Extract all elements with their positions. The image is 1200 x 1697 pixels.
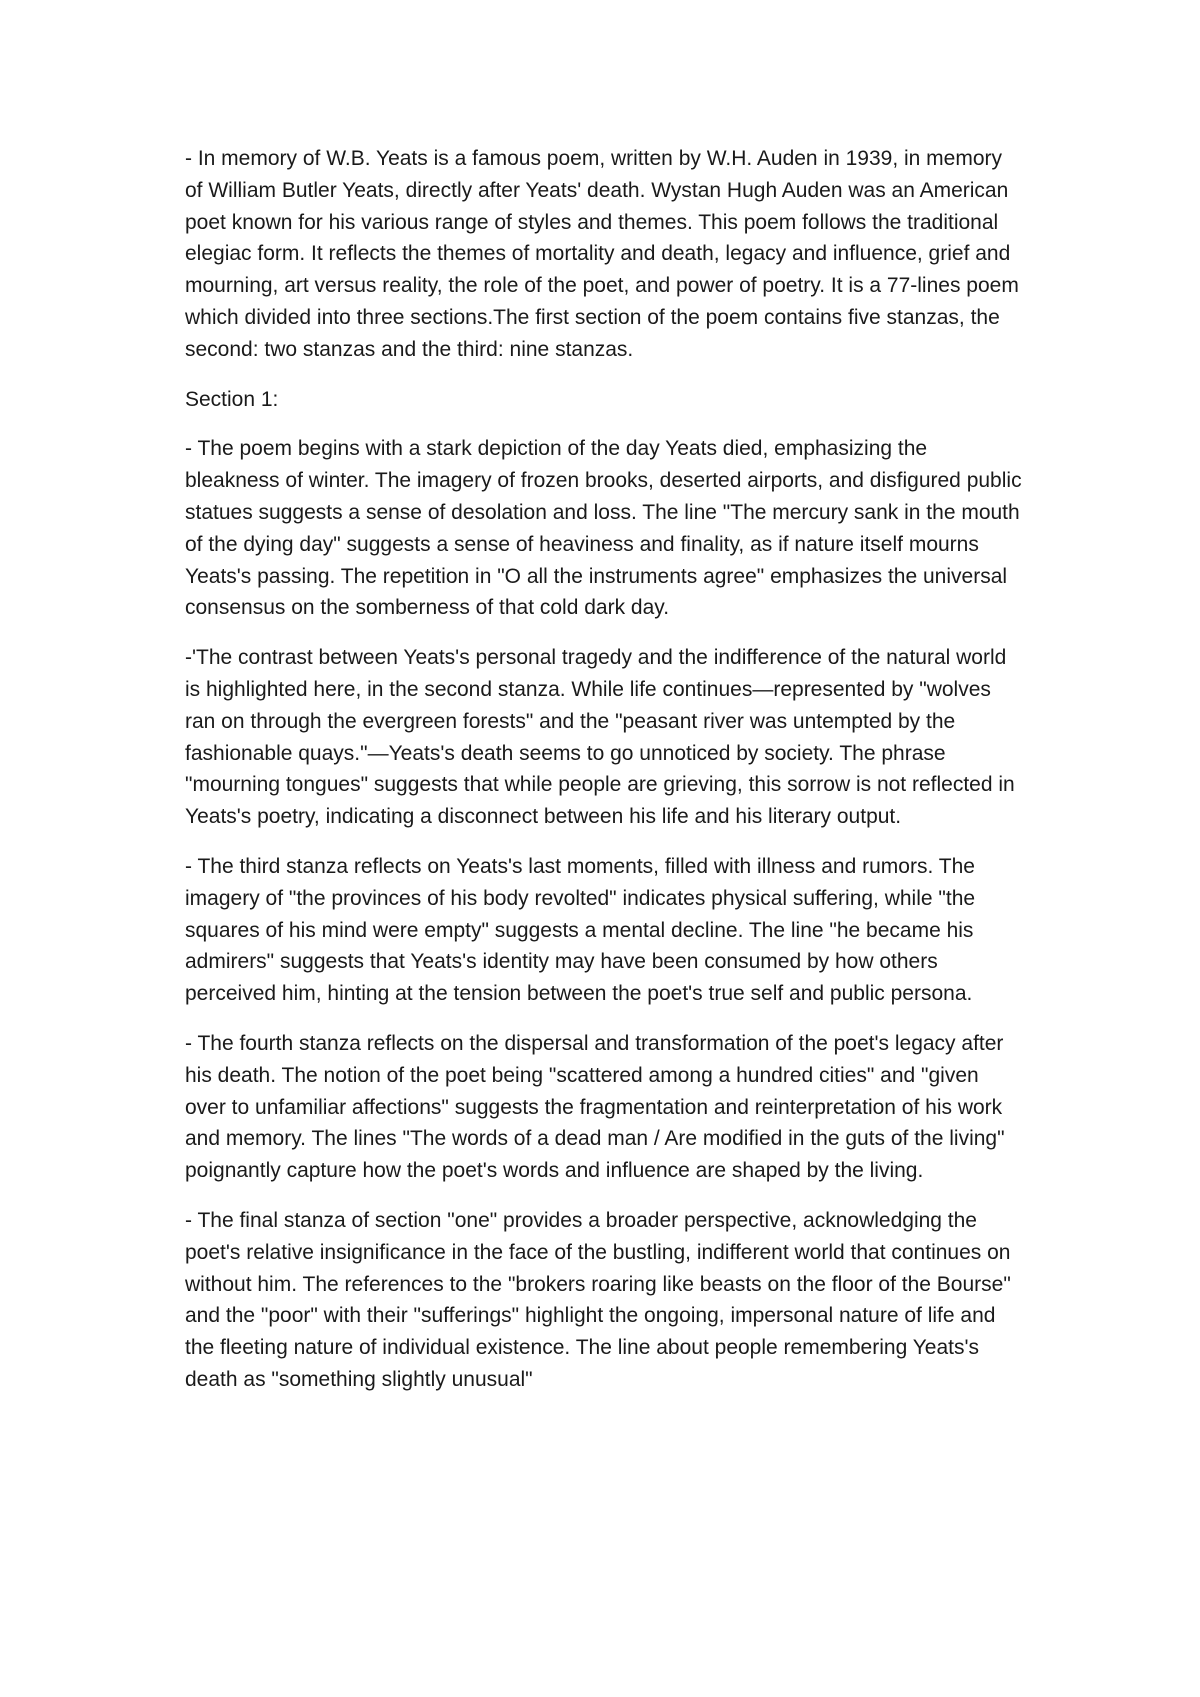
section-heading: Section 1:: [185, 387, 279, 411]
stanza-four-paragraph: - The fourth stanza reflects on the dispersal and transformation of the poet's legacy after his death. The notion of the poet being "scattered among a hundred cities" and "given over to unfamiliar affections" suggests the fragmentation and reinterpretation of his work and memory. The lines "The words of a dead man / Are modified in the guts of the living" poignantly capture how the poet's words and influence are shaped by the living.: [185, 1031, 1005, 1183]
stanza-five-paragraph: - The final stanza of section "one" provides a broader perspective, acknowledging the poet's relative insignificance in the face of the bustling, indifferent world that continues on without him. The references to the "brokers roaring like beasts on the floor of the Bourse" and the "poor" with their "sufferings" highlight the ongoing, impersonal nature of life and the fleeting nature of individual existence. The line about people remembering Yeats's death as "something slightly unusual": [185, 1208, 1011, 1391]
stanza-three-paragraph: - The third stanza reflects on Yeats's last moments, filled with illness and rumors. The imagery of "the provinces of his body revolted" indicates physical suffering, while "the squares of his mind were empty" suggests a mental decline. The line "he became his admirers" suggests that Yeats's identity may have been consumed by how others perceived him, hinting at the tension between the poet's true self and public persona.: [185, 854, 976, 1006]
stanza-two-paragraph: -'The contrast between Yeats's personal tragedy and the indifference of the natural world is highlighted here, in the second stanza. While life continues—represented by "wolves ran on through the evergreen forests" and the "peasant river was untempted by the fashionable quays."—Yeats's death seems to go unnoticed by society. The phrase "mourning tongues" suggests that while people are grieving, this sorrow is not reflected in Yeats's poetry, indicating a disconnect between his life and his literary output.: [185, 646, 1015, 829]
intro-paragraph: - In memory of W.B. Yeats is a famous poem, written by W.H. Auden in 1939, in memory of William Butler Yeats, directly after Yeats' death. Wystan Hugh Auden was an American poet known for his various range of styles and themes. This poem follows the traditional elegiac form. It reflects the themes of mortality and death, legacy and influence, grief and mourning, art versus reality, the role of the poet, and power of poetry. It is a 77-lines poem which divided into three sections.The first section of the poem contains five stanzas, the second: two stanzas and the third: nine stanzas.: [185, 147, 1019, 361]
stanza-one-paragraph: - The poem begins with a stark depiction of the day Yeats died, emphasizing the bleakness of winter. The imagery of frozen brooks, deserted airports, and disfigured public statues suggests a sense of desolation and loss. The line "The mercury sank in the mouth of the dying day" suggests a sense of heaviness and finality, as if nature itself mourns Yeats's passing. The repetition in "O all the instruments agree" emphasizes the universal consensus on the somberness of that cold dark day.: [185, 437, 1022, 620]
document-body: [185, 143, 1025, 1414]
